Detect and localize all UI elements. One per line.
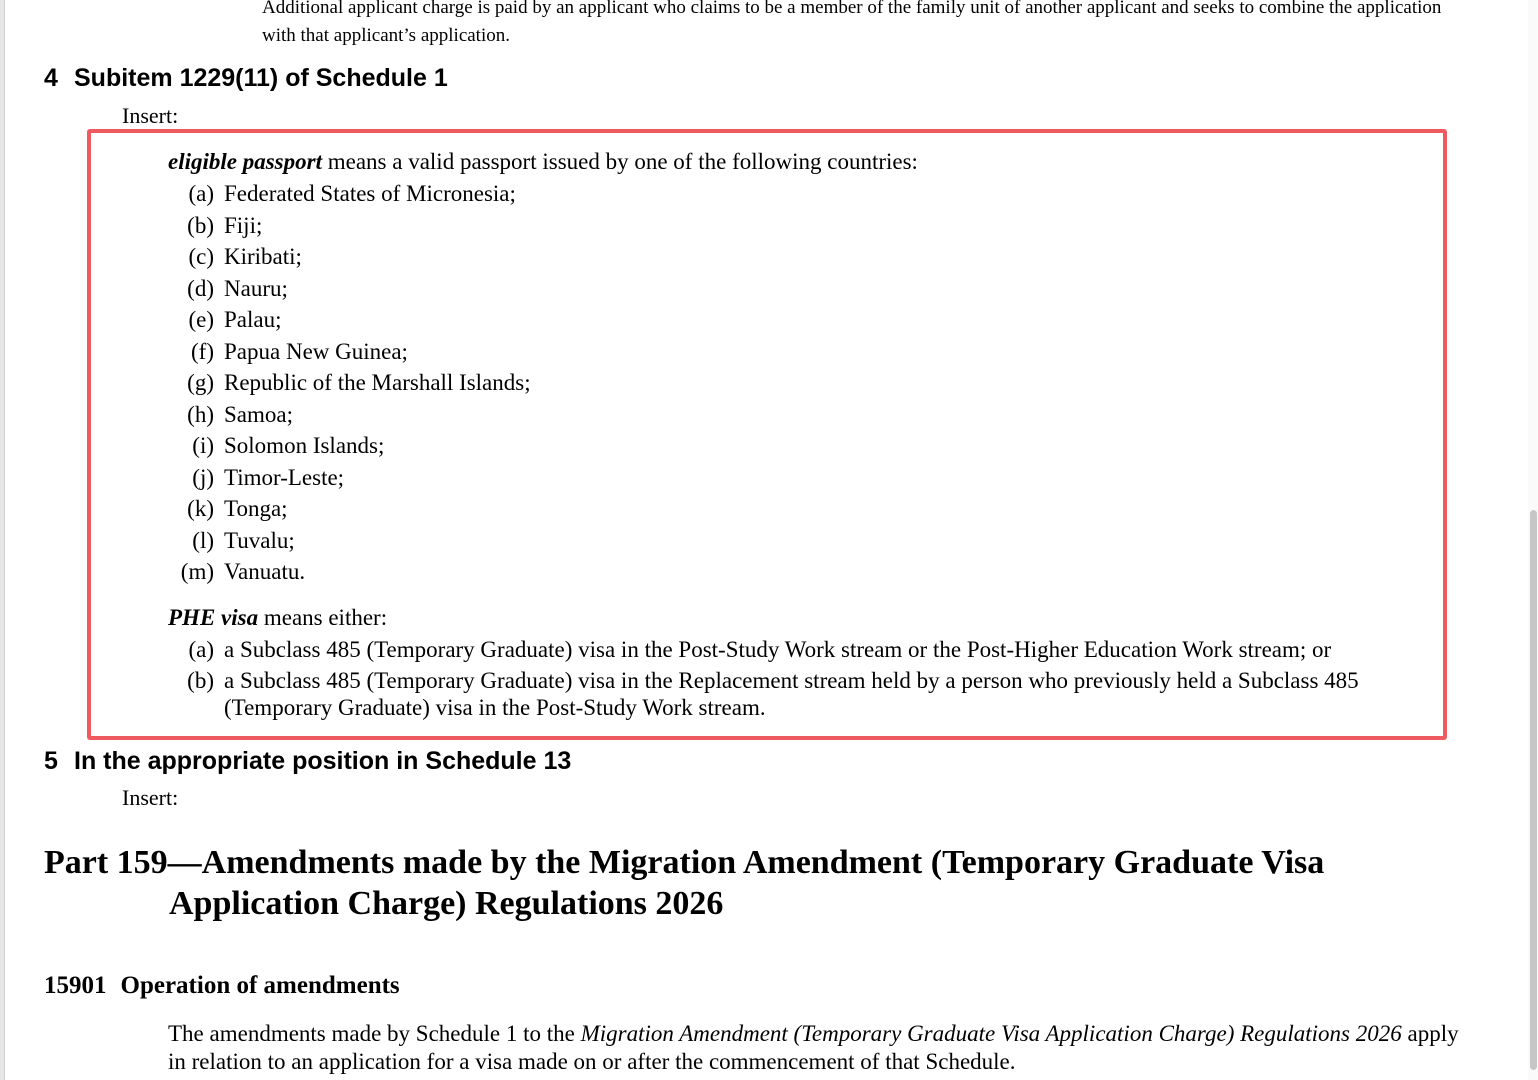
part-heading-line1: Part 159—Amendments made by the Migration Amendment (Temporary Graduate Visa — [44, 844, 1325, 881]
list-item-text: Tuvalu; — [224, 527, 295, 553]
list-item-label: (l) — [192, 527, 214, 553]
list-item-text: Solomon Islands; — [224, 433, 385, 458]
list-item-label: (b) — [187, 212, 214, 238]
list-item-label: (h) — [187, 401, 214, 427]
section-body-act-title: Migration Amendment (Temporary Graduate Visa Application Charge) Regulations 2026 — [580, 1021, 1402, 1046]
list-item-label: (g) — [187, 370, 214, 395]
list-item-text: Federated States of Micronesia; — [224, 181, 516, 206]
scrollbar-track[interactable] — [1528, 0, 1538, 1080]
list-item-label: (k) — [187, 496, 214, 521]
list-item-label: (m) — [180, 559, 214, 584]
definition-phe-visa — [168, 604, 387, 632]
list-item-label: (b) — [187, 668, 214, 693]
definition-text: means either: — [263, 605, 388, 630]
definition-term: eligible passport — [168, 149, 322, 174]
list-item-text: Palau; — [224, 307, 282, 332]
list-item-text: a Subclass 485 (Temporary Graduate) visa in the Post-Study Work stream or the Post-Higher Education Work stream; or — [224, 637, 1332, 662]
item-title: Subitem 1229(11) of Schedule 1 — [74, 64, 448, 92]
definition-term: PHE visa — [168, 605, 259, 630]
list-item-text: Timor-Leste; — [224, 464, 345, 490]
section-heading — [44, 970, 400, 1002]
list-item-text: Republic of the Marshall Islands; — [224, 370, 531, 395]
item-number: 5 — [44, 747, 58, 775]
definition-text: means a valid passport issued by one of the following countries: — [327, 149, 918, 174]
list-item-text: Samoa; — [224, 401, 293, 427]
top-paragraph — [262, 0, 1502, 50]
item-title: In the appropriate position in Schedule 13 — [74, 747, 572, 775]
part-heading — [44, 842, 1424, 924]
item-5-heading — [44, 746, 571, 776]
part-heading-line2: Application Charge) Regulations 2026 — [169, 885, 724, 922]
list-item-label: (a) — [188, 637, 214, 662]
list-item-label: (d) — [187, 275, 214, 301]
scrollbar-thumb[interactable] — [1530, 510, 1537, 1070]
insert-label: Insert: — [122, 103, 179, 128]
section-title: Operation of amendments — [120, 972, 400, 999]
definition-eligible-passport — [168, 148, 918, 176]
list-item-label: (a) — [188, 181, 214, 206]
item-4-heading — [44, 63, 448, 93]
list-item-label: (i) — [192, 433, 214, 458]
section-number: 15901 — [44, 972, 107, 999]
list-item-label: (e) — [188, 307, 214, 332]
section-body — [168, 1020, 1478, 1076]
insert-label: Insert: — [122, 785, 179, 810]
item-number: 4 — [44, 64, 58, 92]
list-item-text: Vanuatu. — [224, 559, 306, 584]
section-body-end: apply in relation to an application for a visa made on or after the commencement of that Schedule. — [168, 1021, 1459, 1074]
section-body-start: The amendments made by Schedule 1 to the — [168, 1021, 581, 1046]
list-item-label: (c) — [188, 244, 214, 269]
list-item-text: Papua New Guinea; — [224, 338, 408, 364]
list-item-label: (j) — [192, 464, 214, 490]
page-left-edge — [0, 0, 5, 1080]
list-item-text: Fiji; — [224, 212, 263, 238]
top-paragraph-line1: Additional applicant charge is paid by an applicant who claims to be a member of the family unit of another applicant and seeks to combine the application — [262, 0, 1442, 18]
list-item-text: Kiribati; — [224, 244, 302, 269]
top-paragraph-line2: with that applicant’s application. — [262, 25, 510, 46]
list-item-label: (f) — [191, 338, 214, 364]
list-item-text: Nauru; — [224, 275, 288, 301]
list-item-text: Tonga; — [224, 496, 288, 521]
list-item-text: a Subclass 485 (Temporary Graduate) visa in the Replacement stream held by a person who previously held a Subclass 485 (Temporary Graduate) visa in the Post-Study Work stream. — [224, 668, 1359, 720]
